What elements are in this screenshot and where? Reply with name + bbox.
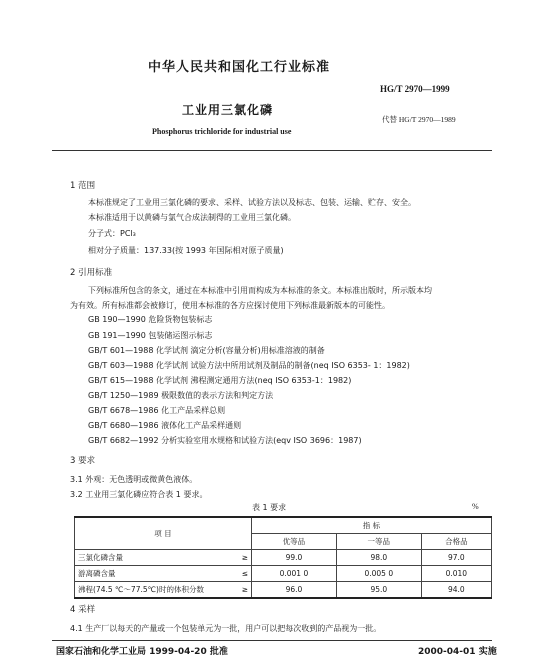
table-unit: % [472,502,479,511]
grade-header: 合格品 [421,534,491,550]
section-1-para-1: 本标准规定了工业用三氯化磷的要求、采样、试验方法以及标志、包装、运输、贮存、安全。 [88,198,416,207]
replaces-standard: 代替 HG/T 2970—1989 [382,115,456,124]
table-row [75,582,492,599]
row-name: 沸程(74.5 ℃～77.5℃)时的体积分数 [75,582,232,599]
reference-item: GB 190—1990 危险货物包装标志 [88,315,213,324]
table-row [75,566,492,582]
section-3-item-2: 3.2 工业用三氯化磷应符合表 1 要求。 [70,490,208,499]
table-cell: 0.010 [421,566,491,582]
reference-item: GB/T 1250—1989 极限数值的表示方法和判定方法 [88,391,274,400]
row-name: 游离磷含量 [75,566,232,582]
reference-item: GB/T 6682—1992 分析实验室用水规格和试验方法(eqv ISO 3696：1987) [88,436,362,445]
section-4-item-1: 4.1 生产厂以每天的产量或一个包装单元为一批，用户可以把每次收到的产品视为一批。 [70,624,382,633]
header-rule [52,150,492,151]
table-cell: 96.0 [252,582,337,599]
row-symbol: ≤ [231,566,252,582]
org-title: 中华人民共和国化工行业标准 [148,60,331,75]
reference-item: GB 191—1990 包装储运图示标志 [88,331,213,340]
table-cell: 95.0 [336,582,421,599]
standard-number: HG/T 2970—1999 [380,84,450,94]
molecular-formula: 分子式：PCl₃ [88,229,136,238]
table-cell: 99.0 [252,550,337,566]
implementation-date: 2000-04-01 实施 [418,647,497,657]
table-cell: 94.0 [421,582,491,599]
grade-header: 优等品 [252,534,337,550]
grade-header: 一等品 [336,534,421,550]
table-cell: 97.0 [421,550,491,566]
section-1-para-2: 本标准适用于以黄磷与氯气合成法制得的工业用三氯化磷。 [88,213,296,222]
reference-item: GB/T 6680—1986 液体化工产品采样通则 [88,421,242,430]
section-3-item-1: 3.1 外观：无色透明或微黄色液体。 [70,475,198,484]
reference-item: GB/T 6678—1986 化工产品采样总则 [88,406,226,415]
section-3-heading: 3 要求 [70,456,96,466]
table-header-item: 项 目 [75,517,252,550]
title-english: Phosphorus trichloride for industrial use [152,127,292,136]
section-1-heading: 1 范围 [70,181,96,191]
row-symbol: ≥ [231,550,252,566]
reference-item: GB/T 615—1988 化学试剂 沸程测定通用方法(neq ISO 6353-1：1982) [88,376,352,385]
section-2-para-line-1: 下列标准所包含的条文，通过在本标准中引用而构成为本标准的条文。本标准出版时，所示版本均 [88,286,432,295]
row-name: 三氯化磷含量 [75,550,232,566]
row-symbol: ≥ [231,582,252,599]
approval-note: 国家石油和化学工业局 1999-04-20 批准 [56,647,228,657]
reference-item: GB/T 601—1988 化学试剂 滴定分析(容量分析)用标准溶液的制备 [88,346,325,355]
section-2-para-line-2: 为有效。所有标准都会被修订，使用本标准的各方应探讨使用下列标准最新版本的可能性。 [70,301,390,310]
table-row [75,550,492,566]
table-cell: 0.005 0 [336,566,421,582]
table-cell: 0.001 0 [252,566,337,582]
molecular-mass: 相对分子质量：137.33(按 1993 年国际相对原子质量) [88,246,284,255]
table-cell: 98.0 [336,550,421,566]
table-header-index: 指 标 [252,517,492,534]
reference-item: GB/T 603—1988 化学试剂 试验方法中所用试剂及制品的制备(neq ISO 6353- 1：1982) [88,361,410,370]
document-title: 工业用三氯化磷 [182,103,274,117]
requirements-table [74,516,492,599]
footer-rule [52,640,492,641]
table-caption: 表 1 要求 [252,503,287,512]
section-2-heading: 2 引用标准 [70,268,113,278]
section-4-heading: 4 采样 [70,605,96,615]
